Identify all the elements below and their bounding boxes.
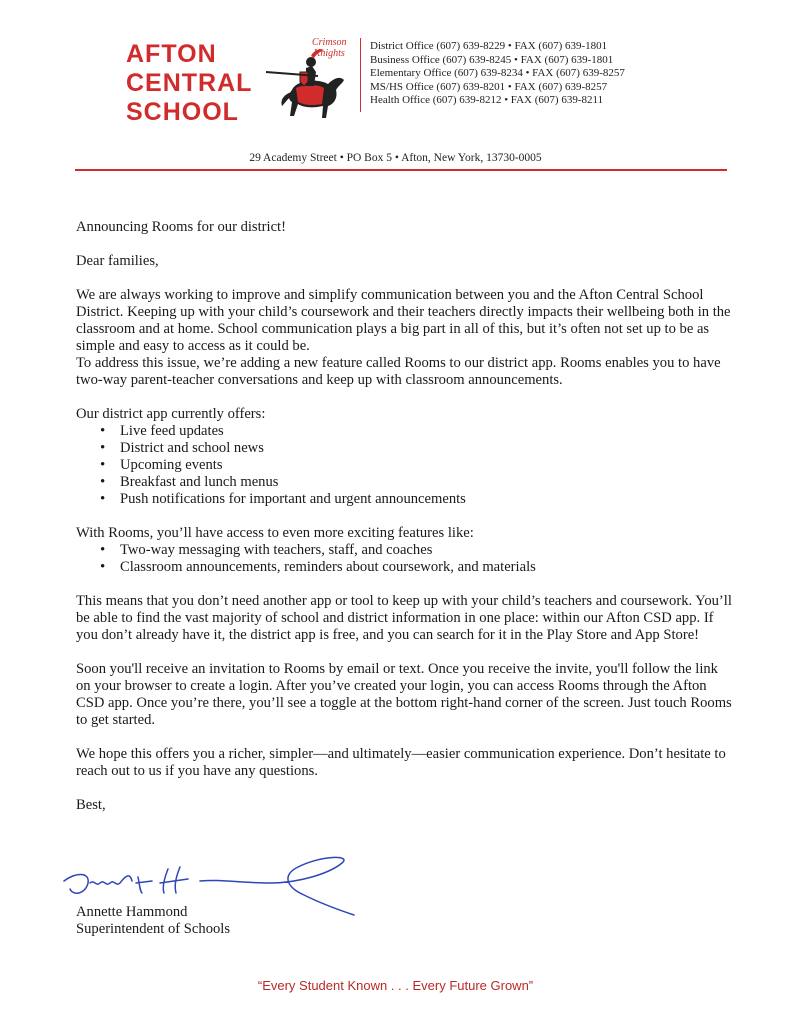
letterhead	[0, 0, 791, 175]
contact-line: Business Office (607) 639-8245 • FAX (607) 639-1801	[370, 53, 614, 66]
signature-block	[76, 904, 230, 938]
school-motto: “Every Student Known . . . Every Future Grown”	[257, 978, 534, 993]
letter-body	[76, 219, 736, 814]
paragraph: Soon you'll receive an invitation to Rooms by email or text. Once you receive the invite, you'll follow the link on your browser to create a login. After you’ve created your login, you can access Rooms through the Afton CSD app. Once you’re there, you’ll see a toggle at the bottom right-hand corner of the screen. Just touch Rooms to get started.	[76, 661, 732, 728]
letterhead-divider	[360, 38, 361, 112]
contact-line: Health Office (607) 639-8212 • FAX (607) 639-8211	[370, 94, 604, 107]
list-item: • Live feed updates	[100, 423, 736, 440]
contact-line: Elementary Office (607) 639-8234 • FAX (607) 639-8257	[370, 67, 625, 80]
list-item: • Classroom announcements, reminders about coursework, and materials	[100, 559, 736, 576]
list-item: • Upcoming events	[100, 457, 736, 474]
signer-title: Superintendent of Schools	[76, 921, 231, 937]
header-rule	[75, 169, 727, 171]
mascot-caption	[312, 37, 346, 59]
school-address: 29 Academy Street • PO Box 5 • Afton, New York, 13730-0005	[249, 152, 542, 164]
contact-list	[370, 40, 625, 108]
school-name	[126, 40, 252, 127]
letter-heading: Announcing Rooms for our district!	[76, 219, 286, 235]
school-name-line: AFTON	[126, 40, 217, 68]
current-features-list	[76, 423, 736, 508]
rooms-features-list	[76, 542, 736, 576]
closing: Best,	[76, 797, 106, 813]
paragraph: This means that you don’t need another app or tool to keep up with your child’s teachers and coursework. You’ll be able to find the vast majority of school and district information in one place: within our Afton CSD app. If you don’t already have it, the district app is free, and you can search for it in the Play Store and App Store!	[76, 593, 732, 643]
mascot-caption-line: Knights	[313, 48, 345, 59]
list-intro: Our district app currently offers:	[76, 406, 266, 422]
paragraph: We are always working to improve and simplify communication between you and the Afton Central School District. Keeping up with your child’s coursework and their teachers directly impacts their wellbeing both in the classroom and at home. School communication plays a big part in all of this, but it’s often not set up to be as simple and easy to access as it could be.	[76, 287, 731, 354]
signer-name: Annette Hammond	[76, 904, 188, 920]
list-item: • Breakfast and lunch menus	[100, 474, 736, 491]
list-item: • District and school news	[100, 440, 736, 457]
paragraph: We hope this offers you a richer, simpler—and ultimately—easier communication experience. Don’t hesitate to reach out to us if you have any questions.	[76, 746, 726, 779]
school-name-line: CENTRAL	[126, 69, 253, 97]
salutation: Dear families,	[76, 253, 159, 269]
mascot-caption-line: Crimson	[312, 37, 347, 48]
contact-line: District Office (607) 639-8229 • FAX (607) 639-1801	[370, 40, 608, 52]
school-name-line: SCHOOL	[126, 98, 239, 126]
list-item: • Two-way messaging with teachers, staff, and coaches	[100, 542, 736, 559]
list-intro: With Rooms, you’ll have access to even more exciting features like:	[76, 525, 474, 541]
list-item: • Push notifications for important and urgent announcements	[100, 491, 736, 508]
paragraph: To address this issue, we’re adding a new feature called Rooms to our district app. Rooms enables you to have two-way parent-teacher conversations and keep up with classroom announcements.	[76, 355, 721, 388]
contact-line: MS/HS Office (607) 639-8201 • FAX (607) 639-8257	[370, 80, 608, 93]
